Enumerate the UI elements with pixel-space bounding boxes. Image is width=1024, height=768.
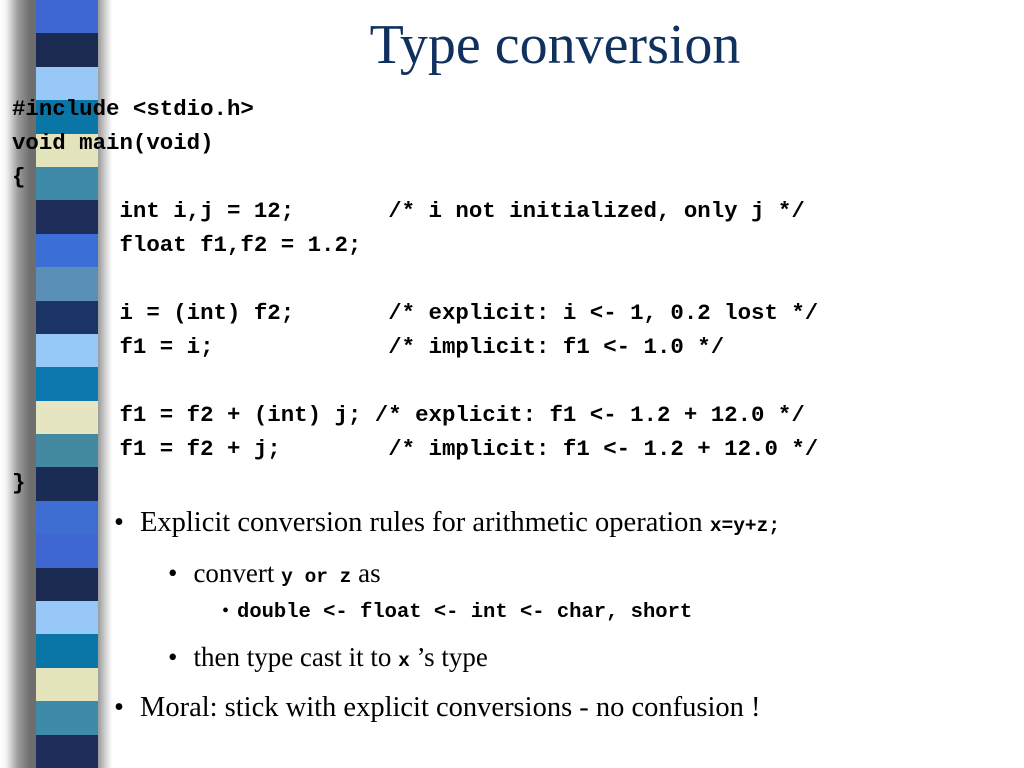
- bullet-hierarchy: [222, 597, 692, 627]
- bullet-convert: [168, 556, 381, 594]
- bullet-marker: •: [114, 507, 124, 538]
- code-line: void main(void): [12, 130, 214, 156]
- bullet-suffix: as: [358, 558, 381, 588]
- code-line: f1 = f2 + j; /* implicit: f1 <- 1.2 + 12.0 */: [12, 436, 819, 462]
- code-line: {: [12, 164, 26, 190]
- bullet-marker: •: [222, 600, 230, 622]
- bullet-text: convert: [193, 558, 275, 588]
- bullet-marker: •: [114, 692, 124, 723]
- inline-code: x: [398, 650, 410, 672]
- slide-title: Type conversion: [369, 14, 741, 76]
- bullet-marker: •: [168, 558, 178, 588]
- code-line: }: [12, 470, 26, 496]
- bullet-text: Explicit conversion rules for arithmetic operation: [139, 507, 703, 538]
- bullet-moral: [114, 690, 761, 726]
- bullet-suffix: ’s type: [416, 642, 488, 672]
- code-line: f1 = f2 + (int) j; /* explicit: f1 <- 1.2 + 12.0 */: [12, 402, 805, 428]
- bullet-type-cast: [168, 640, 488, 678]
- inline-code: y or z: [281, 566, 352, 588]
- code-line: float f1,f2 = 1.2;: [12, 232, 362, 258]
- code-line: i = (int) f2; /* explicit: i <- 1, 0.2 lost */: [12, 300, 819, 326]
- bullet-marker: •: [168, 642, 178, 672]
- bullet-text: Moral: stick with explicit conversions - no confusion !: [139, 692, 761, 723]
- code-line: #include <stdio.h>: [12, 96, 254, 122]
- code-line: int i,j = 12; /* i not initialized, only j */: [12, 198, 805, 224]
- bullet-text: then type cast it to: [193, 642, 392, 672]
- bullet-explicit-rules: [114, 505, 780, 544]
- code-line: f1 = i; /* implicit: f1 <- 1.0 */: [12, 334, 725, 360]
- bullet-code: double <- float <- int <- char, short: [237, 601, 693, 624]
- inline-code: x=y+z;: [709, 515, 781, 537]
